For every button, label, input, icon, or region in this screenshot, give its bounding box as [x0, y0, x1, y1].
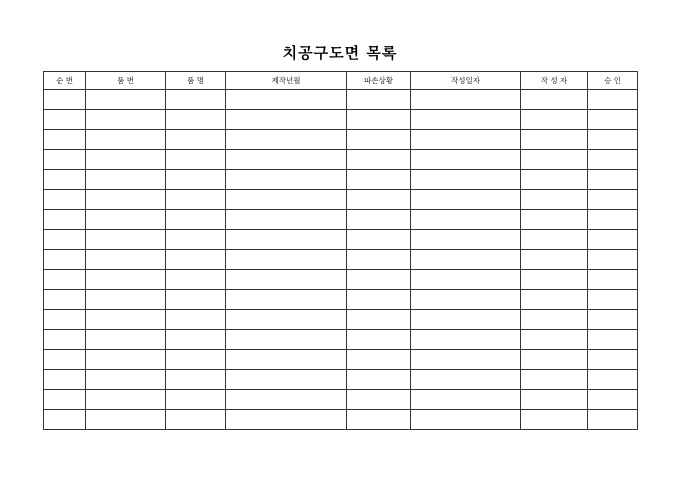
table-cell[interactable] — [86, 170, 166, 190]
table-cell[interactable] — [347, 410, 411, 430]
table-cell[interactable] — [347, 290, 411, 310]
table-cell[interactable] — [86, 110, 166, 130]
table-cell[interactable] — [166, 370, 226, 390]
table-cell[interactable] — [226, 150, 347, 170]
table-cell[interactable] — [226, 390, 347, 410]
table-cell[interactable] — [166, 190, 226, 210]
table-cell[interactable] — [347, 390, 411, 410]
table-cell[interactable] — [226, 170, 347, 190]
table-cell[interactable] — [347, 150, 411, 170]
table-cell[interactable] — [347, 230, 411, 250]
table-cell[interactable] — [226, 250, 347, 270]
table-cell[interactable] — [521, 270, 588, 290]
table-row — [44, 110, 638, 130]
table-cell[interactable] — [166, 310, 226, 330]
table-cell[interactable] — [166, 350, 226, 370]
table-cell[interactable] — [347, 330, 411, 350]
table-cell[interactable] — [411, 130, 521, 150]
table-cell[interactable] — [411, 170, 521, 190]
table-cell[interactable] — [588, 90, 638, 110]
table-cell[interactable] — [588, 330, 638, 350]
table-cell[interactable] — [588, 170, 638, 190]
table-cell[interactable] — [521, 210, 588, 230]
drawing-list-table — [43, 71, 638, 430]
table-cell[interactable] — [166, 130, 226, 150]
table-row — [44, 210, 638, 230]
table-cell[interactable] — [44, 270, 86, 290]
table-cell[interactable] — [44, 370, 86, 390]
table-cell[interactable] — [588, 310, 638, 330]
table-cell[interactable] — [86, 390, 166, 410]
table-cell[interactable] — [411, 110, 521, 130]
table-cell[interactable] — [86, 190, 166, 210]
table-cell[interactable] — [86, 250, 166, 270]
table-row — [44, 250, 638, 270]
table-cell[interactable] — [411, 210, 521, 230]
table-row — [44, 330, 638, 350]
table-row — [44, 150, 638, 170]
table-row — [44, 90, 638, 110]
header-damage-status: 파손상황 — [347, 72, 411, 90]
table-cell[interactable] — [44, 210, 86, 230]
table-cell[interactable] — [588, 190, 638, 210]
header-part-name: 품 명 — [166, 72, 226, 90]
table-cell[interactable] — [347, 370, 411, 390]
table-cell[interactable] — [588, 390, 638, 410]
table-cell[interactable] — [521, 130, 588, 150]
table-row — [44, 390, 638, 410]
table-cell[interactable] — [411, 350, 521, 370]
table-cell[interactable] — [86, 90, 166, 110]
table-cell[interactable] — [86, 370, 166, 390]
table-cell[interactable] — [44, 310, 86, 330]
table-cell[interactable] — [44, 290, 86, 310]
table-cell[interactable] — [347, 90, 411, 110]
table-cell[interactable] — [347, 350, 411, 370]
table-row — [44, 170, 638, 190]
table-cell[interactable] — [166, 330, 226, 350]
table-cell[interactable] — [166, 150, 226, 170]
table-cell[interactable] — [347, 110, 411, 130]
table-cell[interactable] — [166, 110, 226, 130]
table-cell[interactable] — [521, 390, 588, 410]
table-cell[interactable] — [347, 210, 411, 230]
table-cell[interactable] — [347, 270, 411, 290]
table-cell[interactable] — [521, 170, 588, 190]
table-cell[interactable] — [411, 150, 521, 170]
table-cell[interactable] — [44, 230, 86, 250]
table-cell[interactable] — [226, 370, 347, 390]
table-cell[interactable] — [521, 330, 588, 350]
table-cell[interactable] — [588, 270, 638, 290]
table-cell[interactable] — [411, 410, 521, 430]
table-cell[interactable] — [521, 350, 588, 370]
table-cell[interactable] — [411, 270, 521, 290]
table-cell[interactable] — [44, 190, 86, 210]
table-row — [44, 230, 638, 250]
table-cell[interactable] — [521, 150, 588, 170]
table-cell[interactable] — [588, 130, 638, 150]
table-cell[interactable] — [44, 130, 86, 150]
table-cell[interactable] — [166, 230, 226, 250]
table-cell[interactable] — [226, 110, 347, 130]
table-cell[interactable] — [166, 90, 226, 110]
table-cell[interactable] — [411, 390, 521, 410]
table-cell[interactable] — [521, 230, 588, 250]
table-cell[interactable] — [86, 350, 166, 370]
table-cell[interactable] — [44, 150, 86, 170]
table-row — [44, 350, 638, 370]
header-production-date: 제작년월 — [226, 72, 347, 90]
table-cell[interactable] — [44, 110, 86, 130]
table-cell[interactable] — [347, 170, 411, 190]
header-created-date: 작성일자 — [411, 72, 521, 90]
table-cell[interactable] — [347, 250, 411, 270]
table-cell[interactable] — [226, 230, 347, 250]
table-cell[interactable] — [166, 170, 226, 190]
table-cell[interactable] — [226, 330, 347, 350]
table-cell[interactable] — [411, 310, 521, 330]
table-cell[interactable] — [226, 350, 347, 370]
table-row — [44, 290, 638, 310]
table-cell[interactable] — [411, 90, 521, 110]
table-cell[interactable] — [521, 110, 588, 130]
table-cell[interactable] — [86, 290, 166, 310]
table-cell[interactable] — [166, 250, 226, 270]
table-cell[interactable] — [44, 350, 86, 370]
table-cell[interactable] — [86, 410, 166, 430]
table-cell[interactable] — [588, 150, 638, 170]
table-cell[interactable] — [226, 90, 347, 110]
table-cell[interactable] — [44, 410, 86, 430]
table-cell[interactable] — [588, 290, 638, 310]
table-cell[interactable] — [588, 110, 638, 130]
table-cell[interactable] — [411, 290, 521, 310]
table-cell[interactable] — [347, 190, 411, 210]
table-cell[interactable] — [521, 90, 588, 110]
table-cell[interactable] — [86, 150, 166, 170]
table-cell[interactable] — [86, 270, 166, 290]
table-cell[interactable] — [44, 330, 86, 350]
table-cell[interactable] — [86, 330, 166, 350]
table-cell[interactable] — [86, 230, 166, 250]
table-cell[interactable] — [166, 390, 226, 410]
table-cell[interactable] — [588, 370, 638, 390]
table-cell[interactable] — [521, 410, 588, 430]
header-seq-no: 순 번 — [44, 72, 86, 90]
table-row — [44, 190, 638, 210]
header-author: 작 성 자 — [521, 72, 588, 90]
table-cell[interactable] — [44, 390, 86, 410]
table-cell[interactable] — [226, 270, 347, 290]
table-header-row — [44, 72, 638, 90]
page-title: 치공구도면 목록 — [282, 44, 398, 62]
table-cell[interactable] — [588, 230, 638, 250]
table-cell[interactable] — [521, 310, 588, 330]
table-cell[interactable] — [347, 310, 411, 330]
table-cell[interactable] — [166, 410, 226, 430]
table-cell[interactable] — [166, 210, 226, 230]
table-row — [44, 270, 638, 290]
table-cell[interactable] — [44, 250, 86, 270]
table-cell[interactable] — [226, 190, 347, 210]
table-cell[interactable] — [521, 290, 588, 310]
table-cell[interactable] — [411, 330, 521, 350]
table-cell[interactable] — [521, 190, 588, 210]
header-approval: 승 인 — [588, 72, 638, 90]
table-cell[interactable] — [44, 90, 86, 110]
table-cell[interactable] — [166, 270, 226, 290]
table-cell[interactable] — [347, 130, 411, 150]
table-cell[interactable] — [226, 290, 347, 310]
table-cell[interactable] — [86, 130, 166, 150]
table-cell[interactable] — [226, 410, 347, 430]
table-cell[interactable] — [226, 310, 347, 330]
table-row — [44, 130, 638, 150]
table-cell[interactable] — [166, 290, 226, 310]
table-cell[interactable] — [521, 370, 588, 390]
table-cell[interactable] — [588, 210, 638, 230]
table-cell[interactable] — [588, 410, 638, 430]
table-row — [44, 310, 638, 330]
table-cell[interactable] — [588, 350, 638, 370]
table-row — [44, 370, 638, 390]
table-cell[interactable] — [411, 370, 521, 390]
table-cell[interactable] — [44, 170, 86, 190]
table-cell[interactable] — [411, 190, 521, 210]
table-cell[interactable] — [588, 250, 638, 270]
table-cell[interactable] — [86, 310, 166, 330]
header-part-no: 품 번 — [86, 72, 166, 90]
table-cell[interactable] — [411, 230, 521, 250]
table-row — [44, 410, 638, 430]
table-cell[interactable] — [226, 210, 347, 230]
table-cell[interactable] — [226, 130, 347, 150]
table-cell[interactable] — [411, 250, 521, 270]
table-cell[interactable] — [521, 250, 588, 270]
table-cell[interactable] — [86, 210, 166, 230]
